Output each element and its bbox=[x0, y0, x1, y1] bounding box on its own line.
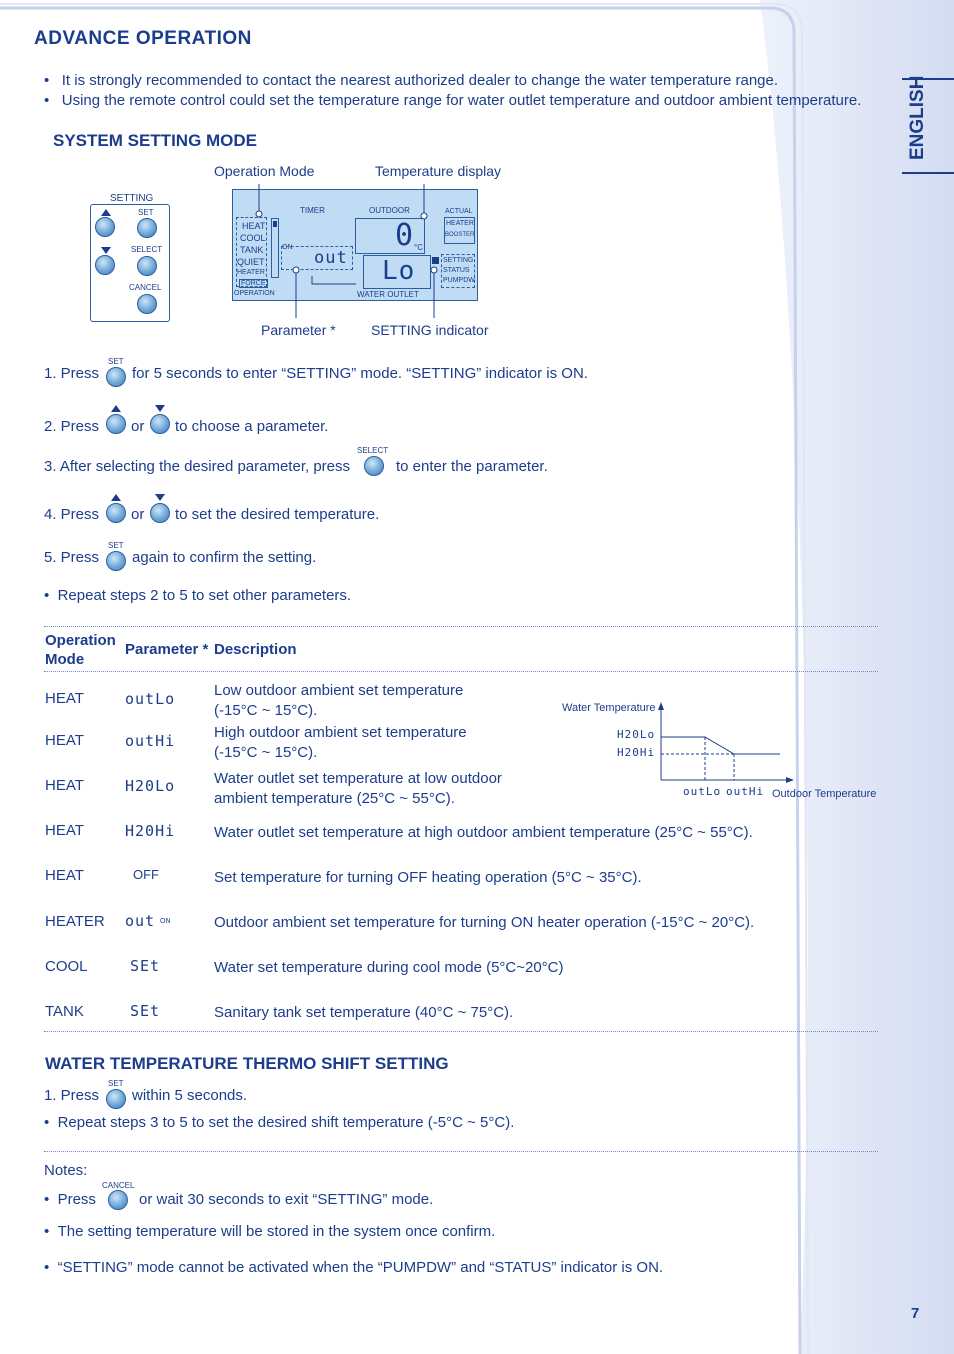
table-row-2-desc-line1: High outdoor ambient set temperature bbox=[214, 724, 467, 741]
table-row-5-param: OFF bbox=[133, 867, 159, 882]
intro-bullet-2-text: Using the remote control could set the temperature range for water outlet temperature and outdoor ambient temperature. bbox=[61, 92, 862, 109]
lcd-force: FORCE bbox=[241, 280, 266, 287]
step-4-text: to set the desired temperature. bbox=[175, 506, 380, 523]
table-row-7-desc: Water set temperature during cool mode (5°C~20°C) bbox=[214, 959, 564, 976]
step-5-button-label: SET bbox=[108, 541, 124, 550]
table-header-mode-line2: Mode bbox=[45, 651, 85, 668]
lcd-status: STATUS bbox=[443, 267, 470, 274]
callout-operation-mode: Operation Mode bbox=[214, 163, 315, 179]
remote-cancel-label: CANCEL bbox=[129, 283, 162, 292]
intro-bullet-1-text: It is strongly recommended to contact the nearest authorized dealer to change the water temperature range. bbox=[61, 72, 779, 89]
table-row-5-mode: HEAT bbox=[45, 867, 84, 884]
note-1-text: or wait 30 seconds to exit “SETTING” mode. bbox=[139, 1191, 434, 1208]
step-4-up-arrow-icon bbox=[111, 494, 121, 501]
step-1-label: 1. Press bbox=[44, 365, 100, 382]
table-row-8-mode: TANK bbox=[45, 1003, 84, 1020]
lcd-temperature-value: 0 bbox=[395, 218, 415, 253]
table-row-4-param: H20Hi bbox=[125, 822, 176, 840]
step-4-label: 4. Press bbox=[44, 506, 100, 523]
section-title: ADVANCE OPERATION bbox=[34, 28, 252, 49]
thermo-shift-title: WATER TEMPERATURE THERMO SHIFT SETTING bbox=[45, 1054, 449, 1073]
table-row-1-mode: HEAT bbox=[45, 690, 84, 707]
table-row-3-desc-line2: ambient temperature (25°C ~ 55°C). bbox=[214, 790, 455, 807]
lcd-temperature-unit: °C bbox=[414, 243, 423, 252]
page-number: 7 bbox=[911, 1305, 920, 1322]
lcd-water-outlet: WATER OUTLET bbox=[357, 290, 419, 299]
step-2-label: 2. Press bbox=[44, 418, 100, 435]
step-2-text: to choose a parameter. bbox=[175, 418, 329, 435]
note-1-button-label: CANCEL bbox=[102, 1181, 135, 1190]
table-header-mode bbox=[45, 631, 116, 669]
table-row-6-mode: HEATER bbox=[45, 913, 105, 930]
repeat-note: • Repeat steps 2 to 5 to set other parameters. bbox=[44, 587, 352, 604]
thermo-step-1-button-label: SET bbox=[108, 1079, 124, 1088]
table-row-2-desc-line2: (-15°C ~ 15°C). bbox=[214, 744, 318, 761]
graph-x-tick-1: outLo bbox=[683, 785, 722, 798]
step-1-button-label: SET bbox=[108, 357, 124, 366]
step-4-down-button-icon bbox=[150, 503, 170, 523]
table-row-7-param: SEt bbox=[130, 957, 161, 975]
step-2-down-arrow-icon bbox=[155, 405, 165, 412]
step-4-up-button-icon bbox=[106, 503, 126, 523]
callout-parameter: Parameter * bbox=[261, 322, 336, 338]
lcd-outdoor: OUTDOOR bbox=[369, 206, 410, 215]
step-5-set-button-icon bbox=[106, 551, 126, 571]
note-3: • “SETTING” mode cannot be activated when the “PUMPDW” and “STATUS” indicator is ON. bbox=[44, 1259, 664, 1276]
table-row-6-desc: Outdoor ambient set temperature for turning ON heater operation (-15°C ~ 20°C). bbox=[214, 914, 755, 931]
lcd-cool: COOL bbox=[240, 233, 266, 243]
lcd-quiet: QUIET bbox=[237, 257, 265, 267]
step-2-or: or bbox=[131, 418, 145, 435]
note-2-text: The setting temperature will be stored in the system once confirm. bbox=[57, 1223, 496, 1240]
table-row-7-mode: COOL bbox=[45, 958, 88, 975]
table-row-5-desc: Set temperature for turning OFF heating operation (5°C ~ 35°C). bbox=[214, 869, 642, 886]
note-1-label: • Press bbox=[44, 1191, 96, 1208]
table-header-description: Description bbox=[214, 641, 297, 658]
notes-rule bbox=[44, 1151, 878, 1152]
graph-y-tick-hi: H20Lo bbox=[617, 728, 656, 741]
table-row-1-desc-line1: Low outdoor ambient set temperature bbox=[214, 682, 464, 699]
lcd-operation: OPERATION bbox=[234, 290, 275, 297]
note-1-cancel-button-icon bbox=[108, 1190, 128, 1210]
lcd-actual: ACTUAL bbox=[445, 208, 473, 215]
remote-select-label: SELECT bbox=[131, 245, 163, 254]
graph-x-label: Outdoor Temperature bbox=[772, 788, 877, 800]
table-row-1-desc-line2: (-15°C ~ 15°C). bbox=[214, 702, 318, 719]
table-row-1-param: outLo bbox=[125, 690, 176, 708]
graph-y-label: Water Temperature bbox=[562, 702, 656, 714]
step-2-up-arrow-icon bbox=[111, 405, 121, 412]
step-1-text: for 5 seconds to enter “SETTING” mode. “SETTING” indicator is ON. bbox=[132, 365, 588, 382]
step-4-down-arrow-icon bbox=[155, 494, 165, 501]
table-row-4-mode: HEAT bbox=[45, 822, 84, 839]
callout-lines bbox=[0, 0, 954, 360]
notes-title: Notes: bbox=[44, 1162, 88, 1179]
table-row-2-mode: HEAT bbox=[45, 732, 84, 749]
step-3-select-button-icon bbox=[364, 456, 384, 476]
callout-temperature-display: Temperature display bbox=[375, 163, 502, 179]
thermo-step-1-text: within 5 seconds. bbox=[132, 1087, 248, 1104]
intro-bullet-2: • Using the remote control could set the temperature range for water outlet temperature and outdoor ambient temperature. bbox=[44, 92, 862, 109]
callout-setting-indicator: SETTING indicator bbox=[371, 322, 489, 338]
step-2-down-button-icon bbox=[150, 414, 170, 434]
system-setting-title: SYSTEM SETTING MODE bbox=[53, 131, 258, 150]
step-5-label: 5. Press bbox=[44, 549, 100, 566]
step-2-up-button-icon bbox=[106, 414, 126, 434]
graph-x-tick-2: outHi bbox=[726, 785, 765, 798]
table-header-parameter: Parameter * bbox=[125, 641, 209, 658]
note-1-press: Press bbox=[57, 1191, 96, 1208]
note-3-text: “SETTING” mode cannot be activated when the “PUMPDW” and “STATUS” indicator is ON. bbox=[57, 1259, 664, 1276]
table-row-8-desc: Sanitary tank set temperature (40°C ~ 75°C). bbox=[214, 1004, 514, 1021]
thermo-step-1-label: 1. Press bbox=[44, 1087, 100, 1104]
repeat-note-text: Repeat steps 2 to 5 to set other parameters. bbox=[57, 587, 352, 604]
remote-set-label: SET bbox=[138, 208, 154, 217]
lcd-parameter-value: out bbox=[314, 248, 348, 268]
thermo-step-1-set-button-icon bbox=[106, 1089, 126, 1109]
table-row-6-param-sub: ON bbox=[160, 918, 171, 925]
table-row-3-mode: HEAT bbox=[45, 777, 84, 794]
step-4-or: or bbox=[131, 506, 145, 523]
step-3-text: 3. After selecting the desired parameter, press bbox=[44, 458, 350, 475]
step-3-button-label: SELECT bbox=[357, 446, 389, 455]
thermo-repeat: • Repeat steps 3 to 5 to set the desired shift temperature (-5°C ~ 5°C). bbox=[44, 1114, 515, 1131]
table-row-3-desc-line1: Water outlet set temperature at low outdoor bbox=[214, 770, 502, 787]
table-row-2-param: outHi bbox=[125, 732, 176, 750]
lcd-booster: BOOSTER bbox=[445, 232, 475, 238]
graph-y-tick-lo: H20Hi bbox=[617, 746, 656, 759]
lcd-setting: SETTING bbox=[443, 257, 474, 264]
table-row-3-param: H20Lo bbox=[125, 777, 176, 795]
table-row-4-desc: Water outlet set temperature at high outdoor ambient temperature (25°C ~ 55°C). bbox=[214, 824, 753, 841]
lcd-tank: TANK bbox=[240, 245, 264, 255]
step-1-set-button-icon bbox=[106, 367, 126, 387]
table-row-6-param: out bbox=[125, 912, 156, 930]
lcd-heat: HEAT bbox=[242, 221, 266, 231]
lcd-pumpdw: PUMPDW bbox=[443, 277, 475, 284]
lcd-heater: HEATER bbox=[446, 220, 474, 227]
table-row-2-desc bbox=[214, 723, 467, 763]
table-bottom-rule bbox=[44, 1031, 878, 1032]
table-row-3-desc bbox=[214, 769, 502, 809]
table-header-mode-line1: Operation bbox=[45, 632, 116, 649]
note-2: • The setting temperature will be stored in the system once confirm. bbox=[44, 1223, 496, 1240]
step-5-text: again to confirm the setting. bbox=[132, 549, 317, 566]
step-3-after: to enter the parameter. bbox=[396, 458, 548, 475]
language-label: ENGLISH bbox=[907, 75, 928, 160]
lcd-on: ON bbox=[282, 244, 293, 251]
lcd-heater-small: HEATER bbox=[237, 269, 265, 276]
table-row-1-desc bbox=[214, 681, 463, 721]
thermo-repeat-text: Repeat steps 3 to 5 to set the desired shift temperature (-5°C ~ 5°C). bbox=[57, 1114, 515, 1131]
lcd-mode-value: Lo bbox=[382, 256, 416, 286]
water-temp-graph bbox=[560, 700, 880, 810]
remote-setting-label: SETTING bbox=[110, 193, 154, 204]
table-header-rule bbox=[44, 671, 878, 672]
table-row-8-param: SEt bbox=[130, 1002, 161, 1020]
table-top-rule bbox=[44, 626, 878, 627]
lcd-timer: TIMER bbox=[300, 206, 325, 215]
intro-bullet-1: • It is strongly recommended to contact the nearest authorized dealer to change the water temperature range. bbox=[44, 72, 779, 89]
